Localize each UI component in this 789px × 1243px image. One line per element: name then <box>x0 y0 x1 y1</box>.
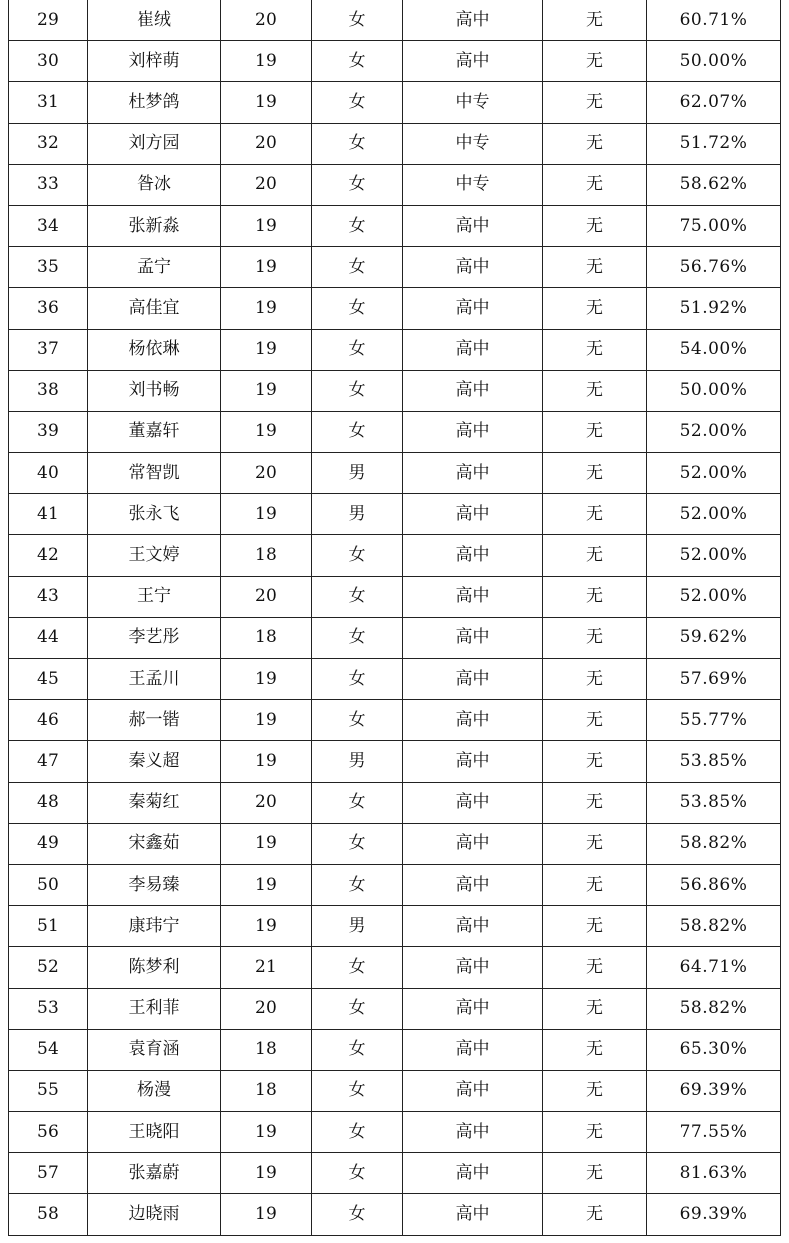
education-cell: 高中 <box>403 1070 543 1111</box>
status-cell: 无 <box>543 864 647 905</box>
gender-cell: 女 <box>312 164 403 205</box>
table-row <box>9 1194 781 1235</box>
education-cell: 中专 <box>403 164 543 205</box>
name-cell: 崔绒 <box>88 0 221 41</box>
table-row <box>9 164 781 205</box>
education-cell: 高中 <box>403 288 543 329</box>
age-cell: 21 <box>221 947 312 988</box>
education-cell: 高中 <box>403 947 543 988</box>
table-row <box>9 864 781 905</box>
gender-cell: 女 <box>312 370 403 411</box>
name-cell: 董嘉轩 <box>88 411 221 452</box>
percentage-cell: 62.07% <box>647 82 781 123</box>
name-cell: 张永飞 <box>88 494 221 535</box>
age-cell: 20 <box>221 123 312 164</box>
percentage-cell: 56.76% <box>647 247 781 288</box>
status-cell: 无 <box>543 411 647 452</box>
gender-cell: 男 <box>312 453 403 494</box>
table-row <box>9 1112 781 1153</box>
gender-cell: 女 <box>312 41 403 82</box>
table-row <box>9 1070 781 1111</box>
gender-cell: 女 <box>312 205 403 246</box>
status-cell: 无 <box>543 1153 647 1194</box>
name-cell: 王晓阳 <box>88 1112 221 1153</box>
education-cell: 高中 <box>403 700 543 741</box>
name-cell: 杜梦鸽 <box>88 82 221 123</box>
status-cell: 无 <box>543 741 647 782</box>
name-cell: 张新淼 <box>88 205 221 246</box>
education-cell: 高中 <box>403 329 543 370</box>
table-row <box>9 659 781 700</box>
status-cell: 无 <box>543 370 647 411</box>
percentage-cell: 65.30% <box>647 1029 781 1070</box>
status-cell: 无 <box>543 617 647 658</box>
education-cell: 高中 <box>403 576 543 617</box>
education-cell: 高中 <box>403 617 543 658</box>
table-row <box>9 370 781 411</box>
row-number-cell: 49 <box>9 823 88 864</box>
percentage-cell: 52.00% <box>647 411 781 452</box>
status-cell: 无 <box>543 247 647 288</box>
percentage-cell: 59.62% <box>647 617 781 658</box>
percentage-cell: 55.77% <box>647 700 781 741</box>
age-cell: 19 <box>221 329 312 370</box>
age-cell: 18 <box>221 1029 312 1070</box>
status-cell: 无 <box>543 494 647 535</box>
table-row <box>9 782 781 823</box>
percentage-cell: 54.00% <box>647 329 781 370</box>
status-cell: 无 <box>543 988 647 1029</box>
name-cell: 刘书畅 <box>88 370 221 411</box>
table-row <box>9 494 781 535</box>
name-cell: 王孟川 <box>88 659 221 700</box>
row-number-cell: 56 <box>9 1112 88 1153</box>
name-cell: 王文婷 <box>88 535 221 576</box>
status-cell: 无 <box>543 205 647 246</box>
row-number-cell: 53 <box>9 988 88 1029</box>
table-row <box>9 617 781 658</box>
row-number-cell: 41 <box>9 494 88 535</box>
status-cell: 无 <box>543 453 647 494</box>
percentage-cell: 51.92% <box>647 288 781 329</box>
name-cell: 袁育涵 <box>88 1029 221 1070</box>
name-cell: 孟宁 <box>88 247 221 288</box>
age-cell: 20 <box>221 576 312 617</box>
education-cell: 高中 <box>403 988 543 1029</box>
gender-cell: 女 <box>312 576 403 617</box>
row-number-cell: 54 <box>9 1029 88 1070</box>
age-cell: 18 <box>221 1070 312 1111</box>
education-cell: 高中 <box>403 741 543 782</box>
row-number-cell: 31 <box>9 82 88 123</box>
age-cell: 19 <box>221 1194 312 1235</box>
gender-cell: 女 <box>312 1153 403 1194</box>
row-number-cell: 55 <box>9 1070 88 1111</box>
gender-cell: 女 <box>312 947 403 988</box>
percentage-cell: 52.00% <box>647 453 781 494</box>
gender-cell: 男 <box>312 741 403 782</box>
gender-cell: 女 <box>312 1029 403 1070</box>
status-cell: 无 <box>543 1070 647 1111</box>
age-cell: 19 <box>221 1153 312 1194</box>
percentage-cell: 53.85% <box>647 741 781 782</box>
name-cell: 秦义超 <box>88 741 221 782</box>
name-cell: 高佳宜 <box>88 288 221 329</box>
gender-cell: 女 <box>312 988 403 1029</box>
percentage-cell: 75.00% <box>647 205 781 246</box>
table-row <box>9 1153 781 1194</box>
gender-cell: 女 <box>312 700 403 741</box>
name-cell: 杨漫 <box>88 1070 221 1111</box>
row-number-cell: 51 <box>9 906 88 947</box>
status-cell: 无 <box>543 0 647 41</box>
age-cell: 20 <box>221 782 312 823</box>
percentage-cell: 57.69% <box>647 659 781 700</box>
age-cell: 19 <box>221 370 312 411</box>
percentage-cell: 58.62% <box>647 164 781 205</box>
percentage-cell: 52.00% <box>647 535 781 576</box>
percentage-cell: 58.82% <box>647 823 781 864</box>
age-cell: 19 <box>221 247 312 288</box>
gender-cell: 女 <box>312 288 403 329</box>
row-number-cell: 43 <box>9 576 88 617</box>
age-cell: 19 <box>221 494 312 535</box>
education-cell: 高中 <box>403 535 543 576</box>
name-cell: 王宁 <box>88 576 221 617</box>
education-cell: 高中 <box>403 906 543 947</box>
percentage-cell: 58.82% <box>647 988 781 1029</box>
name-cell: 杨依琳 <box>88 329 221 370</box>
name-cell: 昝冰 <box>88 164 221 205</box>
table-row <box>9 700 781 741</box>
row-number-cell: 44 <box>9 617 88 658</box>
table-row <box>9 82 781 123</box>
status-cell: 无 <box>543 288 647 329</box>
table-row <box>9 1029 781 1070</box>
name-cell: 张嘉蔚 <box>88 1153 221 1194</box>
gender-cell: 女 <box>312 864 403 905</box>
age-cell: 19 <box>221 1112 312 1153</box>
row-number-cell: 32 <box>9 123 88 164</box>
name-cell: 刘梓萌 <box>88 41 221 82</box>
row-number-cell: 45 <box>9 659 88 700</box>
status-cell: 无 <box>543 782 647 823</box>
row-number-cell: 52 <box>9 947 88 988</box>
gender-cell: 女 <box>312 247 403 288</box>
row-number-cell: 35 <box>9 247 88 288</box>
gender-cell: 女 <box>312 617 403 658</box>
education-cell: 高中 <box>403 864 543 905</box>
table-body <box>9 0 781 1235</box>
table-row <box>9 329 781 370</box>
row-number-cell: 58 <box>9 1194 88 1235</box>
status-cell: 无 <box>543 41 647 82</box>
age-cell: 19 <box>221 411 312 452</box>
age-cell: 20 <box>221 164 312 205</box>
education-cell: 高中 <box>403 1112 543 1153</box>
table-row <box>9 823 781 864</box>
row-number-cell: 46 <box>9 700 88 741</box>
gender-cell: 女 <box>312 782 403 823</box>
table-row <box>9 205 781 246</box>
age-cell: 18 <box>221 535 312 576</box>
gender-cell: 女 <box>312 659 403 700</box>
status-cell: 无 <box>543 576 647 617</box>
age-cell: 20 <box>221 988 312 1029</box>
age-cell: 20 <box>221 453 312 494</box>
row-number-cell: 50 <box>9 864 88 905</box>
age-cell: 19 <box>221 741 312 782</box>
percentage-cell: 69.39% <box>647 1070 781 1111</box>
education-cell: 高中 <box>403 494 543 535</box>
status-cell: 无 <box>543 1112 647 1153</box>
age-cell: 19 <box>221 205 312 246</box>
gender-cell: 女 <box>312 1194 403 1235</box>
percentage-cell: 77.55% <box>647 1112 781 1153</box>
table-row <box>9 535 781 576</box>
row-number-cell: 37 <box>9 329 88 370</box>
name-cell: 常智凯 <box>88 453 221 494</box>
status-cell: 无 <box>543 1194 647 1235</box>
gender-cell: 女 <box>312 535 403 576</box>
age-cell: 19 <box>221 82 312 123</box>
table-row <box>9 947 781 988</box>
row-number-cell: 38 <box>9 370 88 411</box>
education-cell: 高中 <box>403 453 543 494</box>
student-roster-table <box>8 0 781 1236</box>
row-number-cell: 34 <box>9 205 88 246</box>
percentage-cell: 58.82% <box>647 906 781 947</box>
table-row <box>9 453 781 494</box>
percentage-cell: 52.00% <box>647 494 781 535</box>
education-cell: 高中 <box>403 659 543 700</box>
row-number-cell: 30 <box>9 41 88 82</box>
name-cell: 李艺彤 <box>88 617 221 658</box>
table-row <box>9 288 781 329</box>
gender-cell: 女 <box>312 823 403 864</box>
name-cell: 康玮宁 <box>88 906 221 947</box>
education-cell: 高中 <box>403 782 543 823</box>
name-cell: 刘方园 <box>88 123 221 164</box>
status-cell: 无 <box>543 906 647 947</box>
percentage-cell: 53.85% <box>647 782 781 823</box>
education-cell: 中专 <box>403 82 543 123</box>
gender-cell: 女 <box>312 82 403 123</box>
row-number-cell: 39 <box>9 411 88 452</box>
row-number-cell: 48 <box>9 782 88 823</box>
age-cell: 19 <box>221 700 312 741</box>
education-cell: 高中 <box>403 411 543 452</box>
education-cell: 高中 <box>403 1194 543 1235</box>
education-cell: 高中 <box>403 0 543 41</box>
table-row <box>9 123 781 164</box>
education-cell: 高中 <box>403 41 543 82</box>
percentage-cell: 50.00% <box>647 41 781 82</box>
percentage-cell: 52.00% <box>647 576 781 617</box>
table-row <box>9 906 781 947</box>
table-row <box>9 411 781 452</box>
row-number-cell: 42 <box>9 535 88 576</box>
status-cell: 无 <box>543 700 647 741</box>
percentage-cell: 50.00% <box>647 370 781 411</box>
age-cell: 19 <box>221 906 312 947</box>
gender-cell: 女 <box>312 0 403 41</box>
table-row <box>9 741 781 782</box>
education-cell: 高中 <box>403 205 543 246</box>
status-cell: 无 <box>543 659 647 700</box>
status-cell: 无 <box>543 123 647 164</box>
row-number-cell: 33 <box>9 164 88 205</box>
percentage-cell: 64.71% <box>647 947 781 988</box>
age-cell: 19 <box>221 288 312 329</box>
gender-cell: 女 <box>312 1112 403 1153</box>
gender-cell: 女 <box>312 411 403 452</box>
education-cell: 中专 <box>403 123 543 164</box>
age-cell: 19 <box>221 823 312 864</box>
gender-cell: 男 <box>312 494 403 535</box>
percentage-cell: 56.86% <box>647 864 781 905</box>
name-cell: 郝一锴 <box>88 700 221 741</box>
gender-cell: 女 <box>312 329 403 370</box>
status-cell: 无 <box>543 164 647 205</box>
status-cell: 无 <box>543 329 647 370</box>
percentage-cell: 69.39% <box>647 1194 781 1235</box>
row-number-cell: 40 <box>9 453 88 494</box>
education-cell: 高中 <box>403 370 543 411</box>
education-cell: 高中 <box>403 823 543 864</box>
table-row <box>9 988 781 1029</box>
table-row <box>9 576 781 617</box>
age-cell: 18 <box>221 617 312 658</box>
name-cell: 李易臻 <box>88 864 221 905</box>
row-number-cell: 36 <box>9 288 88 329</box>
percentage-cell: 60.71% <box>647 0 781 41</box>
education-cell: 高中 <box>403 247 543 288</box>
name-cell: 王利菲 <box>88 988 221 1029</box>
table-row <box>9 41 781 82</box>
table-row <box>9 0 781 41</box>
percentage-cell: 51.72% <box>647 123 781 164</box>
gender-cell: 男 <box>312 906 403 947</box>
education-cell: 高中 <box>403 1029 543 1070</box>
gender-cell: 女 <box>312 123 403 164</box>
age-cell: 19 <box>221 659 312 700</box>
table-row <box>9 247 781 288</box>
age-cell: 20 <box>221 0 312 41</box>
percentage-cell: 81.63% <box>647 1153 781 1194</box>
name-cell: 秦菊红 <box>88 782 221 823</box>
row-number-cell: 29 <box>9 0 88 41</box>
row-number-cell: 57 <box>9 1153 88 1194</box>
name-cell: 边晓雨 <box>88 1194 221 1235</box>
status-cell: 无 <box>543 535 647 576</box>
name-cell: 宋鑫茹 <box>88 823 221 864</box>
gender-cell: 女 <box>312 1070 403 1111</box>
status-cell: 无 <box>543 947 647 988</box>
status-cell: 无 <box>543 823 647 864</box>
name-cell: 陈梦利 <box>88 947 221 988</box>
age-cell: 19 <box>221 864 312 905</box>
education-cell: 高中 <box>403 1153 543 1194</box>
row-number-cell: 47 <box>9 741 88 782</box>
status-cell: 无 <box>543 82 647 123</box>
status-cell: 无 <box>543 1029 647 1070</box>
age-cell: 19 <box>221 41 312 82</box>
